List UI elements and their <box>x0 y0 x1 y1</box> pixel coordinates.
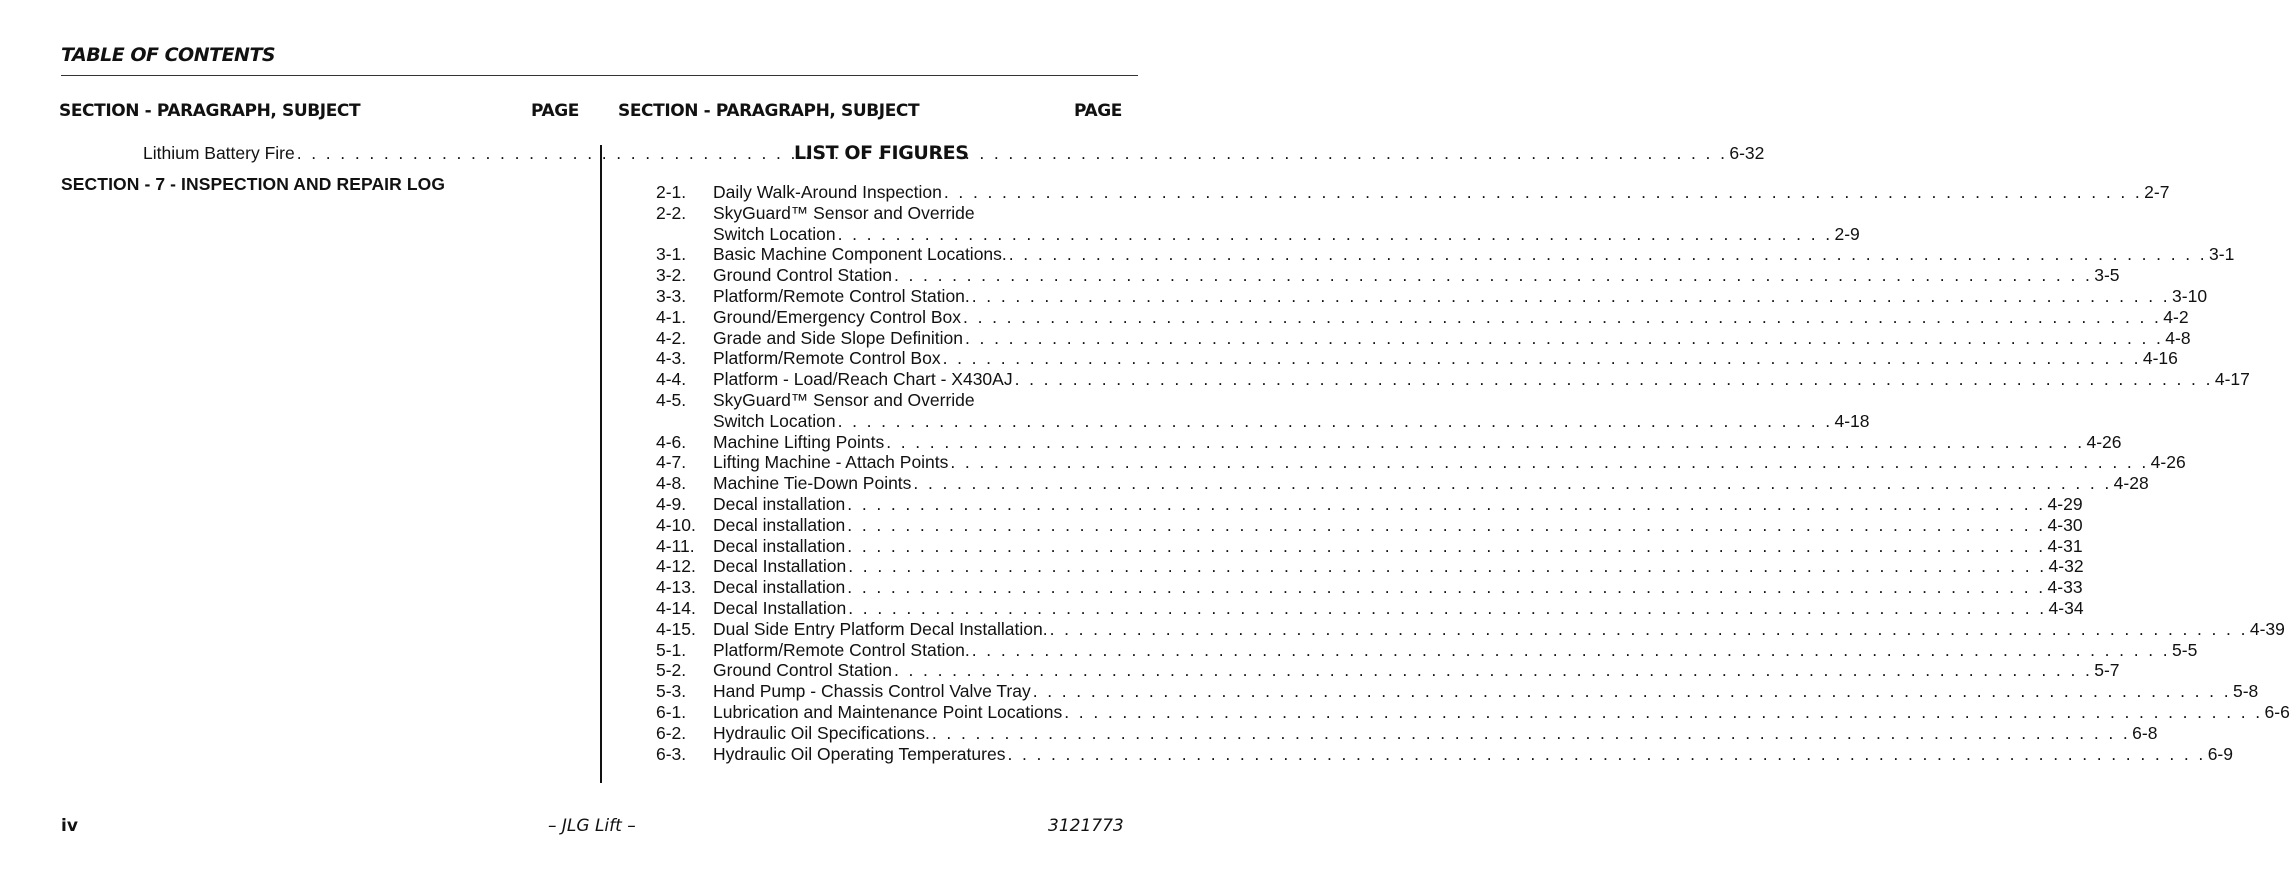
figure-page: 4-32 <box>2048 556 2084 577</box>
leader-dots <box>845 515 2047 536</box>
figure-title: Hydraulic Oil Operating Temperatures <box>713 743 1006 764</box>
left-column-page-header: PAGE <box>531 101 580 121</box>
figure-page: 3-5 <box>2094 265 2120 286</box>
leader-dots <box>942 182 2144 203</box>
leader-dots <box>961 307 2163 328</box>
figure-title: Decal installation <box>713 577 846 598</box>
figure-number: 5-3. <box>656 681 687 702</box>
leader-dots <box>892 265 2094 286</box>
figure-number: 4-6. <box>656 431 687 452</box>
figure-list-item[interactable] <box>656 348 2178 369</box>
figure-title: Platform/Remote Control Box <box>713 348 941 369</box>
figure-list-item[interactable] <box>656 639 2198 661</box>
figure-page: 6-8 <box>2132 722 2158 743</box>
figure-list-item[interactable] <box>656 514 2083 536</box>
figure-list-item[interactable] <box>656 327 2191 349</box>
figure-page: 6-6 <box>2264 701 2290 722</box>
leader-dots <box>845 536 2047 557</box>
figure-title: Hydraulic Oil Specifications. <box>713 722 930 743</box>
leader-dots <box>846 556 2048 577</box>
figure-number: 4-10. <box>656 514 696 535</box>
figure-list-item[interactable] <box>656 681 2259 702</box>
figure-title: Platform - Load/Reach Chart - X430AJ <box>713 369 1013 390</box>
figure-list-item[interactable] <box>656 660 2120 681</box>
figure-title: Hand Pump - Chassis Control Valve Tray <box>713 681 1031 702</box>
leader-dots <box>892 660 2094 681</box>
figure-list-item[interactable] <box>656 577 2083 598</box>
leader-dots <box>1048 619 2250 640</box>
figure-number: 2-1. <box>656 182 687 202</box>
figure-page: 3-10 <box>2172 285 2208 306</box>
toc-entry-page: 6-32 <box>1729 143 1765 163</box>
figure-number: 3-1. <box>656 244 687 265</box>
figure-number: 5-2. <box>656 660 687 681</box>
figure-list-item[interactable] <box>656 473 2149 494</box>
figure-title: Ground Control Station <box>713 265 892 286</box>
figure-number: 4-7. <box>656 452 687 473</box>
figure-page: 4-29 <box>2047 493 2083 514</box>
figure-number: 6-1. <box>656 701 687 722</box>
figure-number: 4-2. <box>656 327 687 348</box>
figure-number: 4-4. <box>656 369 687 390</box>
figure-page: 5-7 <box>2094 660 2120 681</box>
leader-dots <box>1005 744 2207 765</box>
figure-list-item[interactable] <box>656 306 2189 328</box>
figure-page: 4-34 <box>2048 597 2084 618</box>
page-title: TABLE OF CONTENTS <box>61 44 276 66</box>
figure-page: 5-8 <box>2232 681 2259 702</box>
leader-dots <box>845 577 2047 598</box>
figure-title: SkyGuard™ Sensor and Override <box>713 389 975 410</box>
figure-list-item[interactable] <box>656 743 2233 765</box>
leader-dots <box>963 328 2165 349</box>
figure-list-item[interactable] <box>656 285 2208 307</box>
figure-page: 4-2 <box>2163 306 2189 327</box>
leader-dots <box>911 473 2113 494</box>
leader-dots <box>970 640 2172 661</box>
figure-number: 5-1. <box>656 639 687 660</box>
leader-dots <box>1013 369 2215 390</box>
figure-page: 4-17 <box>2214 369 2250 390</box>
figure-list-item[interactable] <box>656 556 2084 577</box>
figure-title: Decal Installation <box>713 597 847 618</box>
figure-list-item[interactable] <box>656 535 2083 557</box>
figure-page: 4-16 <box>2142 348 2178 369</box>
figure-title: Ground/Emergency Control Box <box>713 306 962 327</box>
figure-page: 4-31 <box>2047 535 2083 556</box>
figure-number: 4-9. <box>656 493 687 514</box>
figure-number: 6-2. <box>656 722 687 743</box>
figure-number: 4-1. <box>656 306 687 327</box>
figure-list-item[interactable] <box>656 618 2285 640</box>
right-column-page-header: PAGE <box>1074 101 1123 121</box>
figure-number: 6-3. <box>656 743 687 764</box>
figure-number: 4-15. <box>656 618 696 639</box>
footer-doc-number: 3121773 <box>1048 816 1124 836</box>
figure-list-item[interactable] <box>656 722 2158 744</box>
figure-number: 3-3. <box>656 285 687 306</box>
figure-number: 4-13. <box>656 577 696 598</box>
section-7-heading[interactable]: SECTION - 7 - INSPECTION AND REPAIR LOG <box>61 174 446 194</box>
right-column-subject-header: SECTION - PARAGRAPH, SUBJECT <box>618 101 920 121</box>
figure-title: Dual Side Entry Platform Decal Installation. <box>713 618 1048 639</box>
figure-title: Platform/Remote Control Station. <box>713 285 970 306</box>
figure-page: 2-9 <box>1834 223 1860 244</box>
figure-list <box>656 182 2290 764</box>
figure-list-item[interactable] <box>656 452 2186 473</box>
leader-dots <box>948 452 2150 473</box>
figure-number: 4-5. <box>656 389 687 410</box>
column-divider <box>600 145 602 783</box>
figure-list-item[interactable] <box>656 202 1860 245</box>
leader-dots <box>970 286 2172 307</box>
figure-title: SkyGuard™ Sensor and Override <box>713 202 975 223</box>
figure-page: 2-7 <box>2144 182 2170 202</box>
leader-dots <box>836 224 1835 245</box>
figure-page: 4-33 <box>2047 577 2083 598</box>
figure-number: 4-14. <box>656 597 696 618</box>
title-rule <box>61 75 1138 76</box>
figure-title: Basic Machine Component Locations. <box>713 244 1007 265</box>
figure-title: Daily Walk-Around Inspection <box>713 182 942 202</box>
figure-page: 6-9 <box>2207 743 2233 764</box>
figure-page: 4-30 <box>2047 514 2083 535</box>
figure-list-item[interactable] <box>656 244 2235 265</box>
toc-entry-text: Lithium Battery Fire <box>143 143 295 163</box>
figure-title: Grade and Side Slope Definition <box>713 327 964 348</box>
figure-page: 4-28 <box>2113 473 2149 494</box>
figure-number: 3-2. <box>656 265 687 286</box>
leader-dots <box>1031 681 2233 702</box>
figure-page: 4-8 <box>2165 327 2191 348</box>
figure-title: Decal installation <box>713 535 846 556</box>
figure-title: Platform/Remote Control Station. <box>713 639 970 660</box>
leader-dots <box>845 494 2047 515</box>
figure-title: Decal installation <box>713 493 846 514</box>
leader-dots <box>836 411 1835 432</box>
leader-dots <box>1007 244 2209 265</box>
leader-dots <box>941 348 2143 369</box>
figure-title-continued: Switch Location <box>713 410 836 431</box>
figure-number: 2-2. <box>656 202 687 223</box>
figure-title: Machine Tie-Down Points <box>713 473 912 494</box>
figure-page: 4-18 <box>1834 410 1870 431</box>
leader-dots <box>884 432 2086 453</box>
figure-list-item[interactable] <box>656 597 2084 619</box>
figure-number: 4-12. <box>656 556 696 577</box>
figure-list-item[interactable] <box>656 701 2290 723</box>
leader-dots <box>930 723 2132 744</box>
figure-title-continued: Switch Location <box>713 223 836 244</box>
figure-page: 4-39 <box>2249 618 2285 639</box>
figure-title: Machine Lifting Points <box>713 431 885 452</box>
figure-list-item[interactable] <box>656 431 2122 453</box>
figure-number: 4-11. <box>656 535 695 556</box>
leader-dots <box>295 143 1730 164</box>
figure-page: 4-26 <box>2150 452 2186 473</box>
leader-dots <box>846 598 2048 619</box>
figure-title: Ground Control Station <box>713 660 892 681</box>
leader-dots <box>1062 702 2264 723</box>
figure-page: 5-5 <box>2172 639 2198 660</box>
figure-list-item[interactable] <box>656 493 2083 515</box>
footer-page-number: iv <box>61 816 78 836</box>
footer-center-text: – JLG Lift – <box>548 816 636 836</box>
figure-list-item[interactable] <box>656 265 2120 286</box>
figure-title: Decal Installation <box>713 556 847 577</box>
figure-list-item[interactable] <box>656 182 2170 203</box>
figure-page: 3-1 <box>2209 244 2235 265</box>
figure-number: 4-3. <box>656 348 687 369</box>
figure-title: Decal installation <box>713 514 846 535</box>
list-of-figures-title: LIST OF FIGURES <box>794 142 969 164</box>
figure-number: 4-8. <box>656 473 687 494</box>
figure-page: 4-26 <box>2086 431 2122 452</box>
figure-title: Lubrication and Maintenance Point Locations <box>713 701 1063 722</box>
figure-list-item[interactable] <box>656 389 1870 432</box>
left-column-subject-header: SECTION - PARAGRAPH, SUBJECT <box>59 101 361 121</box>
figure-list-item[interactable] <box>656 369 2250 390</box>
figure-title: Lifting Machine - Attach Points <box>713 452 949 473</box>
